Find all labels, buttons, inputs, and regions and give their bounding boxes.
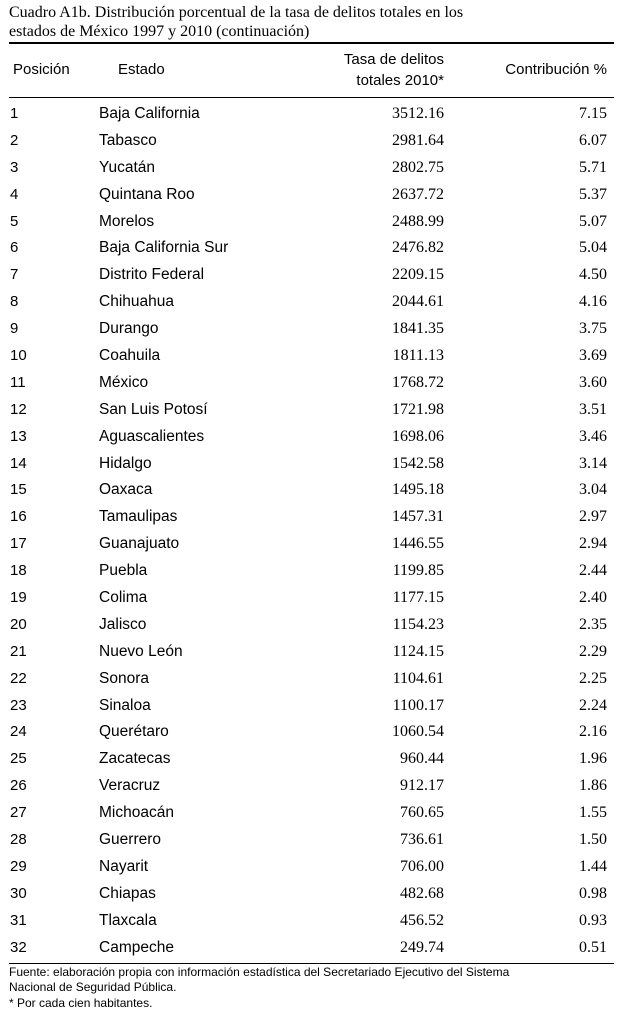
table-row bbox=[9, 289, 614, 316]
document-page bbox=[9, 3, 614, 1011]
cell-estado: San Luis Potosí bbox=[99, 397, 208, 424]
cell-posicion: 8 bbox=[10, 289, 18, 316]
cell-posicion: 17 bbox=[10, 531, 27, 558]
cell-tasa: 1199.85 bbox=[393, 558, 444, 585]
cell-contribucion: 0.93 bbox=[579, 908, 607, 935]
cell-contribucion: 5.04 bbox=[579, 235, 607, 262]
cell-posicion: 11 bbox=[10, 370, 26, 397]
caption-line-1: Cuadro A1b. Distribución porcentual de la tasa de delitos totales en los bbox=[9, 3, 614, 22]
cell-posicion: 27 bbox=[10, 800, 27, 827]
cell-contribucion: 3.69 bbox=[579, 343, 607, 370]
header-tasa bbox=[344, 49, 444, 91]
table-row bbox=[9, 182, 614, 209]
table-row bbox=[9, 585, 614, 612]
cell-estado: Querétaro bbox=[99, 719, 169, 746]
table-row bbox=[9, 316, 614, 343]
header-contribucion: Contribución % bbox=[505, 61, 607, 78]
cell-estado: Baja California bbox=[99, 101, 200, 128]
table-caption bbox=[9, 3, 614, 42]
table-row bbox=[9, 639, 614, 666]
cell-contribucion: 3.46 bbox=[579, 424, 607, 451]
header-posicion: Posición bbox=[13, 61, 70, 78]
cell-tasa: 1542.58 bbox=[392, 451, 444, 478]
cell-tasa: 1446.55 bbox=[392, 531, 444, 558]
cell-posicion: 23 bbox=[10, 693, 27, 720]
cell-contribucion: 3.14 bbox=[579, 451, 607, 478]
cell-contribucion: 2.44 bbox=[579, 558, 607, 585]
cell-tasa: 960.44 bbox=[400, 746, 444, 773]
table-row bbox=[9, 477, 614, 504]
header-tasa-line-2: totales 2010* bbox=[344, 70, 444, 91]
cell-estado: Morelos bbox=[99, 209, 154, 236]
cell-posicion: 7 bbox=[10, 262, 18, 289]
cell-estado: Baja California Sur bbox=[99, 235, 228, 262]
cell-contribucion: 2.16 bbox=[579, 719, 607, 746]
cell-tasa: 1721.98 bbox=[392, 397, 444, 424]
cell-estado: Guerrero bbox=[99, 827, 161, 854]
cell-tasa: 912.17 bbox=[400, 773, 444, 800]
cell-tasa: 2488.99 bbox=[392, 209, 444, 236]
cell-estado: Nuevo León bbox=[99, 639, 183, 666]
cell-tasa: 2637.72 bbox=[392, 182, 444, 209]
cell-estado: Puebla bbox=[99, 558, 147, 585]
footer-note: * Por cada cien habitantes. bbox=[9, 996, 614, 1011]
table-row bbox=[9, 370, 614, 397]
cell-posicion: 6 bbox=[10, 235, 18, 262]
cell-tasa: 706.00 bbox=[400, 854, 444, 881]
cell-estado: Campeche bbox=[99, 935, 174, 962]
cell-tasa: 3512.16 bbox=[392, 101, 444, 128]
cell-estado: Veracruz bbox=[99, 773, 160, 800]
cell-tasa: 1698.06 bbox=[392, 424, 444, 451]
cell-posicion: 22 bbox=[10, 666, 27, 693]
cell-estado: Chihuahua bbox=[99, 289, 174, 316]
cell-estado: Tamaulipas bbox=[99, 504, 177, 531]
cell-posicion: 28 bbox=[10, 827, 27, 854]
cell-posicion: 20 bbox=[10, 612, 27, 639]
cell-estado: Hidalgo bbox=[99, 451, 152, 478]
cell-posicion: 21 bbox=[10, 639, 27, 666]
cell-tasa: 1060.54 bbox=[392, 719, 444, 746]
table-row bbox=[9, 693, 614, 720]
table-row bbox=[9, 719, 614, 746]
header-estado: Estado bbox=[118, 61, 165, 78]
cell-contribucion: 0.98 bbox=[579, 881, 607, 908]
caption-line-2: estados de México 1997 y 2010 (continuación) bbox=[9, 22, 614, 41]
cell-posicion: 4 bbox=[10, 182, 18, 209]
cell-posicion: 19 bbox=[10, 585, 27, 612]
cell-contribucion: 1.96 bbox=[579, 746, 607, 773]
cell-tasa: 1124.15 bbox=[393, 639, 444, 666]
cell-contribucion: 2.29 bbox=[579, 639, 607, 666]
table-row bbox=[9, 881, 614, 908]
table-body bbox=[9, 98, 614, 963]
cell-contribucion: 2.40 bbox=[579, 585, 607, 612]
cell-contribucion: 2.97 bbox=[579, 504, 607, 531]
cell-tasa: 2044.61 bbox=[392, 289, 444, 316]
cell-tasa: 1495.18 bbox=[392, 477, 444, 504]
cell-contribucion: 5.37 bbox=[579, 182, 607, 209]
cell-contribucion: 1.44 bbox=[579, 854, 607, 881]
cell-posicion: 5 bbox=[10, 209, 18, 236]
cell-posicion: 29 bbox=[10, 854, 27, 881]
cell-contribucion: 3.75 bbox=[579, 316, 607, 343]
cell-contribucion: 1.86 bbox=[579, 773, 607, 800]
cell-contribucion: 3.51 bbox=[579, 397, 607, 424]
cell-contribucion: 2.25 bbox=[579, 666, 607, 693]
table-row bbox=[9, 773, 614, 800]
cell-tasa: 1104.61 bbox=[393, 666, 444, 693]
cell-tasa: 1768.72 bbox=[392, 370, 444, 397]
cell-posicion: 9 bbox=[10, 316, 18, 343]
table-row bbox=[9, 101, 614, 128]
cell-posicion: 32 bbox=[10, 935, 27, 962]
cell-posicion: 2 bbox=[10, 128, 18, 155]
cell-tasa: 2476.82 bbox=[392, 235, 444, 262]
cell-posicion: 10 bbox=[10, 343, 27, 370]
table-footer bbox=[9, 964, 614, 1011]
cell-estado: Tabasco bbox=[99, 128, 157, 155]
cell-contribucion: 1.50 bbox=[579, 827, 607, 854]
cell-estado: Zacatecas bbox=[99, 746, 171, 773]
cell-estado: Yucatán bbox=[99, 155, 155, 182]
cell-estado: Oaxaca bbox=[99, 477, 152, 504]
table-row bbox=[9, 504, 614, 531]
cell-estado: Sonora bbox=[99, 666, 149, 693]
cell-posicion: 25 bbox=[10, 746, 27, 773]
cell-contribucion: 3.60 bbox=[579, 370, 607, 397]
header-tasa-line-1: Tasa de delitos bbox=[344, 49, 444, 70]
table-row bbox=[9, 827, 614, 854]
cell-tasa: 1811.13 bbox=[393, 343, 444, 370]
table-row bbox=[9, 128, 614, 155]
cell-tasa: 456.52 bbox=[400, 908, 444, 935]
cell-tasa: 2802.75 bbox=[392, 155, 444, 182]
table-row bbox=[9, 262, 614, 289]
cell-posicion: 12 bbox=[10, 397, 27, 424]
cell-estado: México bbox=[99, 370, 148, 397]
cell-contribucion: 2.94 bbox=[579, 531, 607, 558]
table-row bbox=[9, 935, 614, 962]
cell-contribucion: 7.15 bbox=[579, 101, 607, 128]
table-row bbox=[9, 451, 614, 478]
table-row bbox=[9, 424, 614, 451]
cell-posicion: 26 bbox=[10, 773, 27, 800]
cell-tasa: 760.65 bbox=[400, 800, 444, 827]
cell-posicion: 13 bbox=[10, 424, 27, 451]
cell-estado: Tlaxcala bbox=[99, 908, 157, 935]
cell-tasa: 249.74 bbox=[400, 935, 444, 962]
table-row bbox=[9, 209, 614, 236]
table-header bbox=[9, 44, 614, 97]
table-row bbox=[9, 558, 614, 585]
table-row bbox=[9, 666, 614, 693]
cell-tasa: 1177.15 bbox=[393, 585, 444, 612]
cell-tasa: 482.68 bbox=[400, 881, 444, 908]
cell-contribucion: 3.04 bbox=[579, 477, 607, 504]
table-row bbox=[9, 908, 614, 935]
cell-estado: Jalisco bbox=[99, 612, 146, 639]
cell-posicion: 14 bbox=[10, 451, 27, 478]
cell-estado: Coahuila bbox=[99, 343, 160, 370]
cell-estado: Aguascalientes bbox=[99, 424, 204, 451]
footer-source-line-2: Nacional de Seguridad Pública. bbox=[9, 980, 614, 996]
cell-posicion: 3 bbox=[10, 155, 18, 182]
table-row bbox=[9, 397, 614, 424]
cell-tasa: 736.61 bbox=[400, 827, 444, 854]
cell-contribucion: 6.07 bbox=[579, 128, 607, 155]
cell-tasa: 2981.64 bbox=[392, 128, 444, 155]
cell-posicion: 15 bbox=[10, 477, 27, 504]
cell-tasa: 1100.17 bbox=[393, 693, 444, 720]
cell-posicion: 16 bbox=[10, 504, 27, 531]
cell-contribucion: 5.07 bbox=[579, 209, 607, 236]
cell-posicion: 18 bbox=[10, 558, 27, 585]
cell-tasa: 1841.35 bbox=[392, 316, 444, 343]
table-row bbox=[9, 531, 614, 558]
cell-estado: Sinaloa bbox=[99, 693, 151, 720]
cell-tasa: 1154.23 bbox=[393, 612, 444, 639]
cell-estado: Durango bbox=[99, 316, 158, 343]
table-row bbox=[9, 746, 614, 773]
cell-contribucion: 1.55 bbox=[579, 800, 607, 827]
table-row bbox=[9, 854, 614, 881]
cell-estado: Nayarit bbox=[99, 854, 148, 881]
cell-posicion: 1 bbox=[10, 101, 18, 128]
cell-posicion: 30 bbox=[10, 881, 27, 908]
footer-source-line-1: Fuente: elaboración propia con información estadística del Secretariado Ejecutivo del Sistema bbox=[9, 965, 614, 981]
cell-posicion: 24 bbox=[10, 719, 27, 746]
cell-tasa: 1457.31 bbox=[392, 504, 444, 531]
cell-estado: Distrito Federal bbox=[99, 262, 204, 289]
cell-estado: Michoacán bbox=[99, 800, 174, 827]
cell-tasa: 2209.15 bbox=[392, 262, 444, 289]
table-row bbox=[9, 800, 614, 827]
table-row bbox=[9, 612, 614, 639]
cell-posicion: 31 bbox=[10, 908, 27, 935]
cell-contribucion: 2.35 bbox=[579, 612, 607, 639]
cell-contribucion: 4.16 bbox=[579, 289, 607, 316]
cell-contribucion: 4.50 bbox=[579, 262, 607, 289]
cell-estado: Quintana Roo bbox=[99, 182, 195, 209]
table-row bbox=[9, 343, 614, 370]
table-row bbox=[9, 235, 614, 262]
cell-estado: Guanajuato bbox=[99, 531, 179, 558]
cell-contribucion: 0.51 bbox=[579, 935, 607, 962]
table-row bbox=[9, 155, 614, 182]
cell-contribucion: 2.24 bbox=[579, 693, 607, 720]
cell-estado: Chiapas bbox=[99, 881, 156, 908]
cell-estado: Colima bbox=[99, 585, 147, 612]
cell-contribucion: 5.71 bbox=[579, 155, 607, 182]
